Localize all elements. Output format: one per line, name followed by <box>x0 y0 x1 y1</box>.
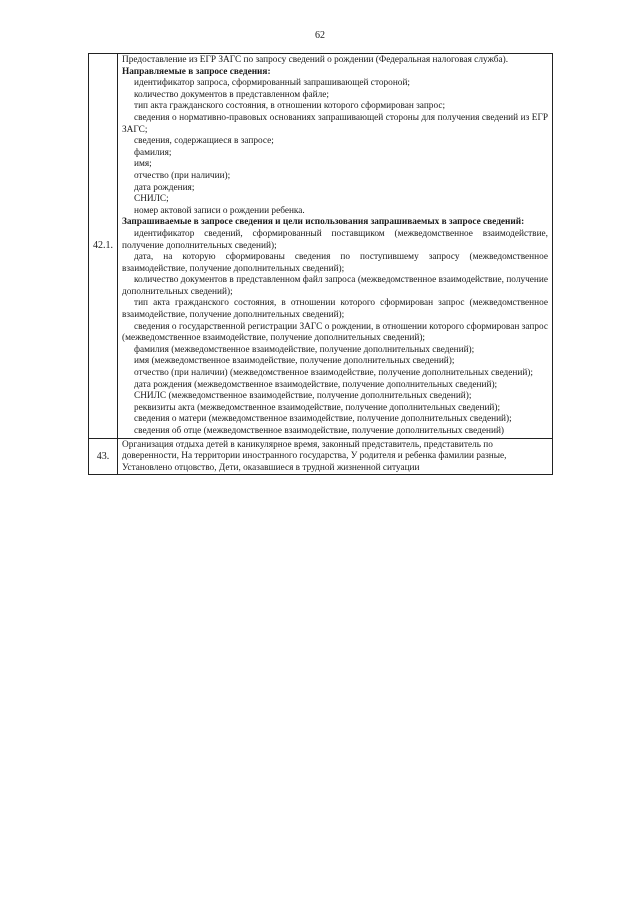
list-item: имя (межведомственное взаимодействие, получение дополнительных сведений); <box>134 356 455 367</box>
table-row <box>89 438 553 475</box>
list-item: сведения о государственной регистрации ЗАГС о рождении, в отношении которого сформирован запрос (межведомственное взаимодействие, получение дополнительных сведений); <box>122 321 548 344</box>
list-item: сведения о матери (межведомственное взаимодействие, получение дополнительных сведений); <box>134 414 512 425</box>
list-item: количество документов в представленном файл запроса (межведомственное взаимодействие, получение дополнительных сведений); <box>122 275 548 297</box>
list-item: тип акта гражданского состояния, в отношении которого сформирован запрос (межведомственное взаимодействие, получение дополнительных сведений); <box>122 298 548 321</box>
list-item: тип акта гражданского состояния, в отношении которого сформирован запрос; <box>134 101 446 112</box>
list-item: отчество (при наличии); <box>134 170 231 181</box>
paragraph: Предоставление из ЕГР ЗАГС по запросу сведений о рождении (Федеральная налоговая служба). <box>122 55 509 65</box>
table-row <box>89 54 553 439</box>
row-content <box>118 54 553 439</box>
list-item: имя; <box>134 159 152 170</box>
list-item: сведения об отце (межведомственное взаимодействие, получение дополнительных сведений) <box>134 426 505 436</box>
row-content <box>118 438 553 475</box>
list-item: реквизиты акта (межведомственное взаимодействие, получение дополнительных сведений); <box>134 402 501 413</box>
services-table <box>88 53 553 475</box>
section-heading: Запрашиваемые в запросе сведения и цели использования запрашиваемых в запросе сведений: <box>122 217 525 228</box>
list-item: номер актовой записи о рождении ребенка. <box>134 205 305 216</box>
list-item: количество документов в представленном файле; <box>134 89 329 100</box>
list-item: СНИЛС (межведомственное взаимодействие, получение дополнительных сведений); <box>134 391 472 402</box>
page-number: 62 <box>315 30 325 41</box>
section-heading: Направляемые в запросе сведения: <box>122 66 271 77</box>
row-number: 43. <box>89 438 118 475</box>
list-item: фамилия (межведомственное взаимодействие, получение дополнительных сведений); <box>134 344 475 355</box>
list-item: дата, на которую сформированы сведения по поступившему запросу (межведомственное взаимодействие, получение дополнительных сведений); <box>122 252 548 274</box>
list-item: сведения о нормативно-правовых основаниях запрашивающей стороны для получения сведений из ЕГР ЗАГС; <box>122 112 548 135</box>
paragraph: Организация отдыха детей в каникулярное время, законный представитель, представитель по доверенности, На территории иностранного государства, У родителя и ребенка фамилии разные, Установлено отцовство, Дети, оказавшиеся в трудной жизненной ситуации <box>122 439 507 473</box>
list-item: дата рождения (межведомственное взаимодействие, получение дополнительных сведений); <box>134 379 498 390</box>
list-item: фамилия; <box>134 147 172 158</box>
list-item: идентификатор сведений, сформированный поставщиком (межведомственное взаимодействие, получение дополнительных сведений); <box>122 228 548 251</box>
list-item: СНИЛС; <box>134 194 169 205</box>
list-item: дата рождения; <box>134 182 195 193</box>
list-item: идентификатор запроса, сформированный запрашивающей стороной; <box>134 78 411 89</box>
list-item: отчество (при наличии) (межведомственное взаимодействие, получение дополнительных сведений); <box>134 368 533 379</box>
list-item: сведения, содержащиеся в запросе; <box>134 136 274 147</box>
row-number: 42.1. <box>89 54 118 439</box>
